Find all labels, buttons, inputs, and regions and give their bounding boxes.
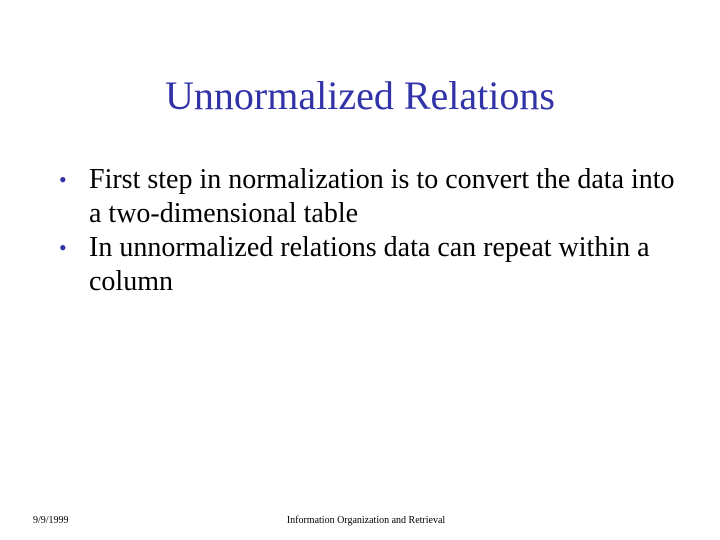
bullet-text: In unnormalized relations data can repeat within a column xyxy=(89,232,650,297)
footer-date: 9/9/1999 xyxy=(33,515,69,526)
bullet-icon: • xyxy=(59,167,67,192)
bullet-item xyxy=(55,231,685,299)
bullet-text: First step in normalization is to convert the data into a two-dimensional table xyxy=(89,164,675,229)
bullet-list xyxy=(55,163,685,299)
bullet-item xyxy=(55,163,685,231)
slide-title: Unnormalized Relations xyxy=(165,73,555,118)
footer-course-title: Information Organization and Retrieval xyxy=(286,515,446,526)
bullet-icon: • xyxy=(59,235,67,260)
